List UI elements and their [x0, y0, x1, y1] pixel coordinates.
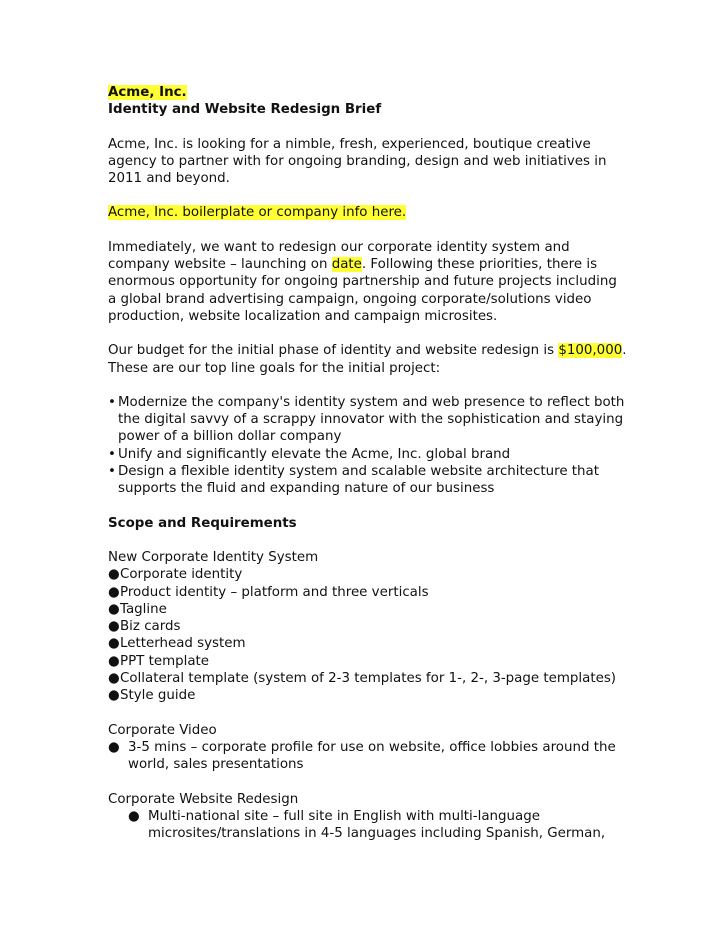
bullet-icon: • [108, 446, 116, 462]
website-heading: Corporate Website Redesign [108, 791, 299, 807]
identity-list [108, 566, 628, 704]
budget-paragraph [108, 342, 628, 377]
list-item: ● PPT template [108, 653, 210, 669]
header-block [108, 84, 628, 101]
list-item: ● Style guide [108, 688, 196, 704]
company-name: Acme, Inc. [108, 85, 187, 100]
bullet-icon: ● [108, 671, 120, 687]
video-list [108, 739, 628, 774]
goals-list [108, 394, 628, 498]
list-item: ● Multi-national site – full site in English with multi-language microsites/translations in 4-5 languages including Spanish, German, [128, 808, 606, 842]
document-body [108, 84, 628, 842]
goal-item: • Modernize the company's identity system and web presence to reflect both the digital savvy of a scrappy innovator with the sophistication and staying power of a billion dollar company [108, 394, 625, 445]
bullet-icon: ● [108, 601, 120, 617]
video-heading: Corporate Video [108, 722, 217, 738]
bullet-icon: ● [108, 619, 120, 635]
boilerplate-highlight: Acme, Inc. boilerplate or company info here. [108, 205, 407, 221]
list-item: ● Collateral template (system of 2-3 templates for 1-, 2-, 3-page templates) [108, 671, 617, 687]
boilerplate-paragraph [108, 204, 628, 221]
document-title: Identity and Website Redesign Brief [108, 102, 382, 118]
list-item: ● Product identity – platform and three verticals [108, 584, 429, 600]
identity-heading: New Corporate Identity System [108, 549, 319, 565]
bullet-icon: • [108, 464, 116, 480]
budget-text-start: Our budget for the initial phase of identity and website redesign is [108, 343, 559, 359]
bullet-icon: ● [108, 567, 120, 583]
goal-item: • Design a flexible identity system and scalable website architecture that supports the fluid and expanding nature of our business [108, 464, 600, 497]
intro-paragraph: Acme, Inc. is looking for a nimble, fresh, experienced, boutique creative agency to partner with for ongoing branding, design and web initiatives in 2011 and beyond. [108, 136, 607, 187]
website-list [108, 808, 628, 843]
launch-date-highlight: date [331, 257, 362, 273]
priorities-text-end: . Following these priorities, there is enormous opportunity for ongoing partnership and future projects including a global brand advertising campaign, ongoing corporate/solutions video production, website localization and campaign microsites. [108, 257, 617, 324]
goal-item: • Unify and significantly elevate the Acme, Inc. global brand [108, 446, 511, 462]
bullet-icon: ● [108, 653, 120, 669]
bullet-icon: ● [108, 739, 120, 755]
list-item: ● 3-5 mins – corporate profile for use on website, office lobbies around the world, sales presentations [108, 739, 616, 773]
bullet-icon: ● [108, 636, 120, 652]
bullet-icon: ● [128, 808, 140, 824]
bullet-icon: ● [108, 688, 120, 704]
priorities-paragraph [108, 239, 628, 325]
scope-heading: Scope and Requirements [108, 515, 297, 531]
priorities-text-start: Immediately, we want to redesign our corporate identity system and company website – launching on [108, 239, 570, 273]
budget-text-end: . These are our top line goals for the initial project: [108, 343, 627, 376]
list-item: ● Letterhead system [108, 636, 246, 652]
list-item: ● Tagline [108, 601, 167, 617]
bullet-icon: ● [108, 584, 120, 600]
list-item: ● Biz cards [108, 619, 181, 635]
budget-amount-highlight: $100,000 [558, 343, 623, 359]
list-item: ● Corporate identity [108, 567, 243, 583]
bullet-icon: • [108, 394, 116, 410]
